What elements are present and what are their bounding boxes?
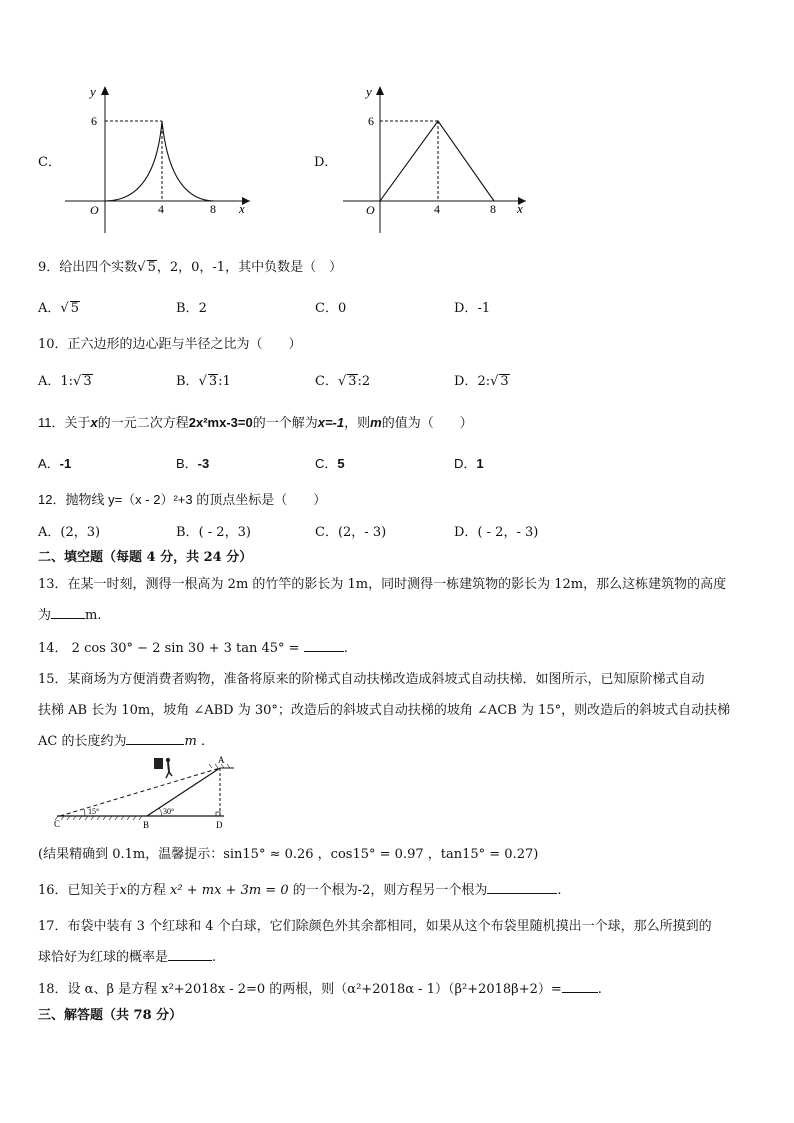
q12-option-b[interactable]: B．( - 2，3) xyxy=(176,525,251,540)
q18-answer-blank[interactable] xyxy=(562,980,598,993)
question-13-line2: 为 m. xyxy=(38,608,102,623)
graph-d-x-tick-4: 4 xyxy=(434,202,440,216)
graph-c-origin: O xyxy=(90,203,99,217)
fig-label-b: B xyxy=(143,820,150,830)
q10-option-c[interactable]: C．√ 3:2 xyxy=(315,374,371,389)
q14-answer-blank[interactable] xyxy=(304,639,344,652)
question-15-line2: 扶梯 AB 长为 10m，坡角 ∠ABD 为 30°；改造后的斜坡式自动扶梯的坡角 ∠ACB 为 15°，则改造后的斜坡式自动扶梯 xyxy=(38,703,731,718)
q9-option-a[interactable]: A．√ 5 xyxy=(38,301,79,316)
graph-d-x-tick-8: 8 xyxy=(490,202,496,216)
question-12: 12．抛物线 y=（x - 2）²+3 的顶点坐标是（ ） xyxy=(38,492,327,507)
question-15-hint: (结果精确到 0.1m，温馨提示：sin15° ≈ 0.26 ，cos15° = 0.97 ，tan15° = 0.27) xyxy=(38,847,539,862)
fig-angle-15: 15° xyxy=(88,807,100,816)
question-13-line1: 13．在某一时刻，测得一根高为 2m 的竹竿的影长为 1m，同时测得一栋建筑物的影长为 12m，那么这栋建筑物的高度 xyxy=(38,577,727,592)
escalator-figure xyxy=(52,752,242,836)
option-d-label: D． xyxy=(314,155,338,170)
question-17-line2: 球恰好为红球的概率是 . xyxy=(38,950,217,965)
q9-stem-end: ，2，0，-1，其中负数是（ ） xyxy=(156,260,343,275)
q11-option-b[interactable]: B．-3 xyxy=(176,456,210,471)
question-18: 18．设 α、β 是方程 x²+2018x - 2=0 的两根，则（α²+2018α - 1）（β²+2018β+2）= . xyxy=(38,982,602,997)
question-15-line1: 15．某商场为方便消费者购物，准备将原来的阶梯式自动扶梯改造成斜坡式自动扶梯．如图所示，已知原阶梯式自动 xyxy=(38,672,705,687)
graph-d xyxy=(338,80,538,239)
q12-option-a[interactable]: A．(2，3) xyxy=(38,525,101,540)
graph-c-x-label: x xyxy=(239,201,245,216)
q11-option-a[interactable]: A．-1 xyxy=(38,456,72,471)
question-16: 16．已知关于x的方程 x² + mx + 3m = 0 的一个根为-2，则方程另一个根为 . xyxy=(38,883,562,898)
q17-answer-blank[interactable] xyxy=(168,948,212,961)
graph-c-x-tick-4: 4 xyxy=(158,202,164,216)
graph-d-y-tick: 6 xyxy=(368,114,374,128)
graph-d-x-label: x xyxy=(517,201,523,216)
q9-option-d[interactable]: D．-1 xyxy=(454,301,491,316)
q10-option-d[interactable]: D．2:√ 3 xyxy=(454,374,509,389)
fig-angle-30: 30° xyxy=(163,807,175,816)
graph-c-y-label: y xyxy=(90,84,96,99)
question-11: 11．关于x的一元二次方程2x²mx-3=0的一个解为x=-1，则m的值为（ ） xyxy=(38,415,473,430)
q9-option-b[interactable]: B．2 xyxy=(176,301,207,316)
person-icon xyxy=(154,758,172,778)
graph-d-origin: O xyxy=(366,203,375,217)
q16-answer-blank[interactable] xyxy=(487,881,557,894)
question-15-line3: AC 的长度约为 m ． xyxy=(38,734,214,749)
option-c-label: C． xyxy=(38,155,61,170)
fig-label-a: A xyxy=(218,755,225,765)
q9-stem: 9．给出四个实数 xyxy=(38,260,138,275)
graph-d-y-label: y xyxy=(366,84,372,99)
q13-answer-blank[interactable] xyxy=(51,606,85,619)
q12-option-d[interactable]: D．( - 2，- 3) xyxy=(454,525,539,540)
q10-option-b[interactable]: B．√ 3:1 xyxy=(176,374,231,389)
question-17-line1: 17．布袋中装有 3 个红球和 4 个白球，它们除颜色外其余都相同，如果从这个布袋里随机摸出一个球，那么所摸到的 xyxy=(38,919,712,934)
q9-sqrt: 5 xyxy=(147,260,156,275)
section-2-heading: 二、填空题（每题 4 分，共 24 分） xyxy=(38,550,253,565)
fig-label-c: C xyxy=(54,819,61,829)
q15-answer-blank[interactable] xyxy=(126,732,184,745)
q11-option-d[interactable]: D．1 xyxy=(454,456,484,471)
question-14: 14． 2 cos 30° − 2 sin 30 + 3 tan 45° = . xyxy=(38,641,348,656)
graph-c xyxy=(60,80,260,239)
section-3-heading: 三、解答题（共 78 分） xyxy=(38,1008,183,1023)
question-10: 10．正六边形的边心距与半径之比为（ ） xyxy=(38,337,302,352)
q10-option-a[interactable]: A．1:√ 3 xyxy=(38,374,92,389)
graph-c-y-tick: 6 xyxy=(91,114,97,128)
q12-option-c[interactable]: C．(2，- 3) xyxy=(315,525,387,540)
graph-c-x-tick-8: 8 xyxy=(210,202,216,216)
question-9: 9．给出四个实数√ 5，2，0，-1，其中负数是（ ） xyxy=(38,260,343,275)
q9-option-c[interactable]: C．0 xyxy=(315,301,347,316)
q11-option-c[interactable]: C．5 xyxy=(315,456,345,471)
fig-label-d: D xyxy=(216,820,223,830)
